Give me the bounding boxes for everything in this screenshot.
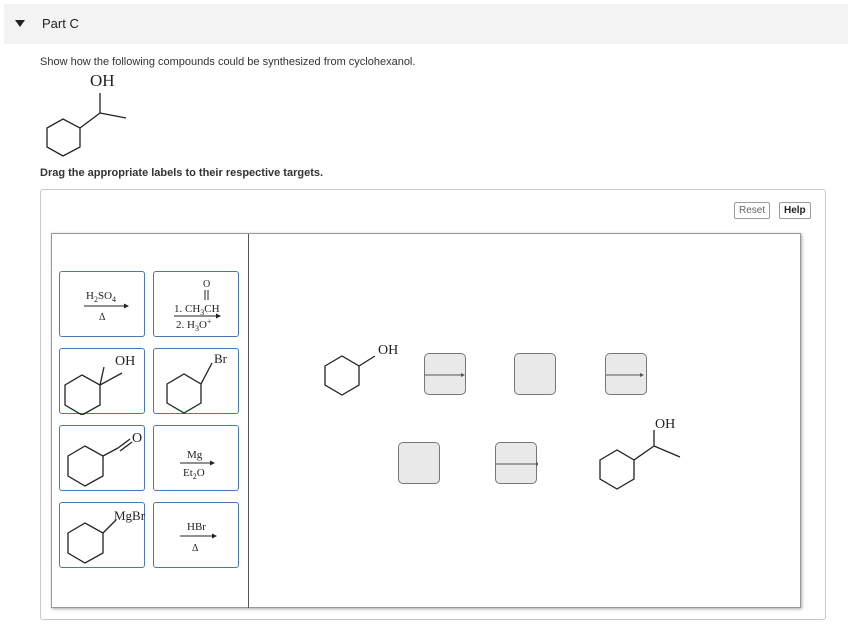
label-bromocyclohexane[interactable] (153, 348, 239, 414)
reagent-arrow-icon (60, 272, 146, 338)
reagent-arrow-icon (154, 272, 240, 338)
svg-text:Mg: Mg (187, 449, 203, 461)
start-molecule-cyclohexanol (320, 338, 410, 408)
label-methylcyclohexanol[interactable] (59, 348, 145, 414)
svg-text:O: O (132, 431, 143, 446)
collapse-caret-icon[interactable] (15, 20, 25, 27)
drop-target-intermediate-2[interactable] (398, 442, 440, 484)
start-oh-label: OH (378, 343, 399, 358)
svg-text:MgBr: MgBr (114, 508, 146, 523)
molecule-bromide-icon (154, 349, 240, 415)
label-hbr-heat[interactable] (153, 502, 239, 568)
product-molecule (592, 414, 692, 494)
molecule-grignard-icon (60, 503, 146, 569)
svg-text:1. CH3CH: 1. $CH_3CH$ (174, 303, 220, 317)
arrow-right-icon (425, 354, 467, 396)
reagent-arrow-icon (154, 503, 240, 569)
molecule-tert-alcohol-icon (60, 349, 146, 415)
svg-text:Et2O: $Et_2O$ (183, 467, 205, 481)
reagent-arrow-icon (154, 426, 240, 492)
reset-button[interactable]: Reset (734, 202, 770, 219)
svg-text:OH: OH (115, 354, 136, 369)
svg-text:Δ: Δ (99, 312, 106, 323)
svg-text:O: O (203, 279, 211, 290)
label-h2so4-heat[interactable] (59, 271, 145, 337)
label-mg-ether[interactable] (153, 425, 239, 491)
label-grignard[interactable] (59, 502, 145, 568)
drop-target-reagent-1[interactable] (424, 353, 466, 395)
part-header[interactable] (4, 4, 848, 44)
drop-target-reagent-2[interactable] (605, 353, 647, 395)
svg-text:Δ: Δ (192, 543, 199, 554)
svg-text:Br: Br (214, 351, 227, 366)
label-acetaldehyde-workup[interactable] (153, 271, 239, 337)
svg-text:HBr: HBr (187, 521, 206, 533)
target-oh-label: OH (90, 71, 115, 90)
svg-text:2. H3O+: 2. $H_3O^+$ (176, 317, 212, 333)
target-molecule (36, 66, 146, 166)
label-bank-divider (248, 234, 249, 608)
product-oh-label: OH (655, 417, 676, 432)
instruction-text: Drag the appropriate labels to their respective targets. (40, 167, 324, 179)
help-button[interactable]: Help (779, 202, 811, 219)
molecule-ketone-icon (60, 426, 146, 492)
question-text: Show how the following compounds could be synthesized from cyclohexanol. (40, 56, 416, 68)
arrow-right-icon (496, 443, 538, 485)
label-ketone[interactable] (59, 425, 145, 491)
part-title: Part C (42, 16, 79, 31)
svg-text:H2SO4: $H_2SO_4$ (86, 290, 117, 304)
drop-target-intermediate-1[interactable] (514, 353, 556, 395)
drop-target-reagent-3[interactable] (495, 442, 537, 484)
arrow-right-icon (606, 354, 648, 396)
